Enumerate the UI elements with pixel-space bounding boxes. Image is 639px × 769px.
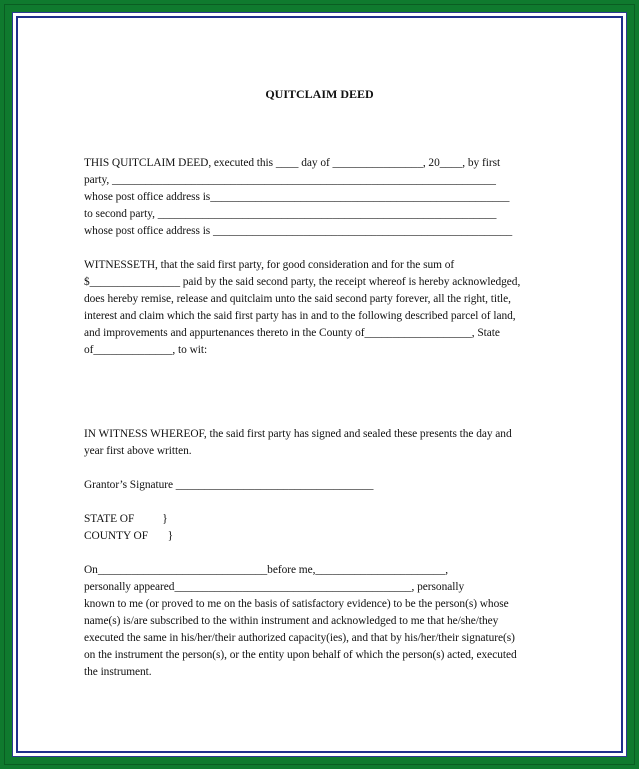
grantor-signature-line: Grantor’s Signature ___________________________________ — [84, 479, 374, 491]
text-line: does hereby remise, release and quitclaim unto the said second party forever, all the right, title, — [84, 293, 511, 305]
text-line: whose post office address is _____________________________________________________ — [84, 225, 513, 237]
text-line: interest and claim which the said first party has in and to the following described parcel of land, — [84, 310, 516, 322]
text-line: $________________ paid by the said second party, the receipt whereof is hereby acknowledged, — [84, 276, 521, 288]
text-line: executed the same in his/her/their authorized capacity(ies), and that by his/her/their signature(s) — [84, 632, 515, 644]
text-line: and improvements and appurtenances thereto in the County of___________________, State — [84, 327, 500, 339]
text-line: on the instrument the person(s), or the entity upon behalf of which the person(s) acted, executed — [84, 649, 517, 661]
text-line: of______________, to wit: — [84, 344, 208, 356]
document-page — [16, 16, 623, 753]
text-line: known to me (or proved to me on the basis of satisfactory evidence) to be the person(s) whose — [84, 598, 509, 610]
text-line: personally appeared__________________________________________, personally — [84, 581, 465, 593]
text-line: to second party, ____________________________________________________________ — [84, 208, 497, 220]
text-line: the instrument. — [84, 666, 152, 678]
text-line: whose post office address is_____________________________________________________ — [84, 191, 510, 203]
text-line: year first above written. — [84, 445, 192, 457]
text-line: IN WITNESS WHEREOF, the said first party has signed and sealed these presents the day and — [84, 428, 512, 440]
text-line: On______________________________before me,_______________________, — [84, 564, 449, 576]
text-line: name(s) is/are subscribed to the within instrument and acknowledged to me that he/she/they — [84, 615, 499, 627]
text-line: party, ____________________________________________________________________ — [84, 174, 496, 186]
document-title: QUITCLAIM DEED — [265, 87, 374, 101]
text-line: THIS QUITCLAIM DEED, executed this ____ day of ________________, 20____, by first — [84, 157, 501, 169]
county-of-line: COUNTY OF } — [84, 530, 173, 542]
state-of-line: STATE OF } — [84, 513, 168, 525]
text-line: WITNESSETH, that the said first party, for good consideration and for the sum of — [84, 259, 455, 271]
